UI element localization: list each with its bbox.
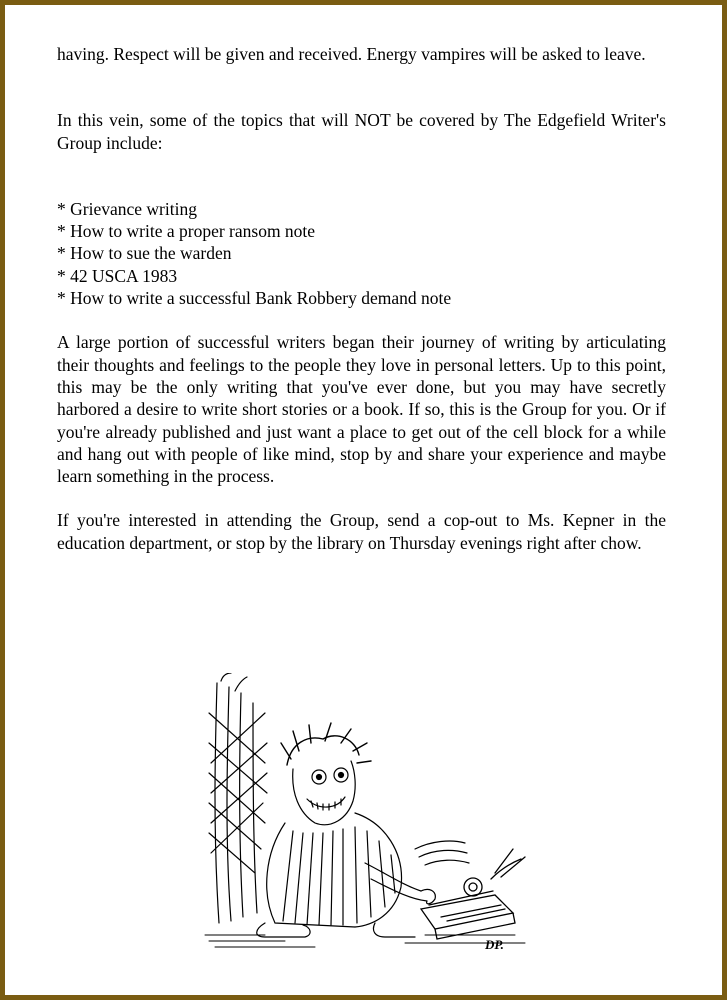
topic-list — [57, 198, 666, 309]
spacer — [57, 487, 666, 509]
striped-body — [267, 813, 402, 927]
spacer — [57, 309, 666, 331]
hair — [281, 723, 371, 765]
list-item: * 42 USCA 1983 — [57, 265, 178, 286]
list-item: * Grievance writing — [57, 198, 197, 219]
paragraph-how-to-attend: If you're interested in attending the Group, send a cop-out to Ms. Kepner in the education department, or stop by the library on Thursday evenings right after chow. — [57, 510, 666, 553]
list-item: * How to write a successful Bank Robbery demand note — [57, 288, 452, 309]
paragraph-successful-writers: A large portion of successful writers began their journey of writing by articulating their thoughts and feelings to the people they love in personal letters. Up to this point, this may be the only writing that you've ever done, but you may have secretly harbored a desire to write short stories or a book. If so, this is the Group for you. Or if you're already published and just want a place to get out of the cell block for a while and hang out with people of like mind, stop by and share your experience and maybe learn something in the process. — [57, 332, 666, 487]
fence-lines — [209, 673, 267, 923]
ground-hatching — [205, 935, 525, 947]
face — [293, 761, 355, 825]
document-body — [57, 43, 666, 554]
paragraph-topics-intro: In this vein, some of the topics that will NOT be covered by The Edgefield Writer's Group include: — [57, 110, 666, 153]
paragraph-intro-end: having. Respect will be given and received. Energy vampires will be asked to leave. — [57, 44, 646, 64]
feet — [257, 923, 415, 937]
typewriter — [421, 849, 525, 939]
spacer — [57, 154, 666, 198]
paper-sheets — [415, 841, 469, 865]
list-item: * How to write a proper ransom note — [57, 221, 316, 242]
artist-signature: DP. — [485, 937, 504, 952]
list-item: * How to sue the warden — [57, 243, 232, 264]
prisoner-typewriter-illustration — [195, 673, 535, 953]
arms — [365, 863, 435, 904]
spacer — [57, 65, 666, 109]
